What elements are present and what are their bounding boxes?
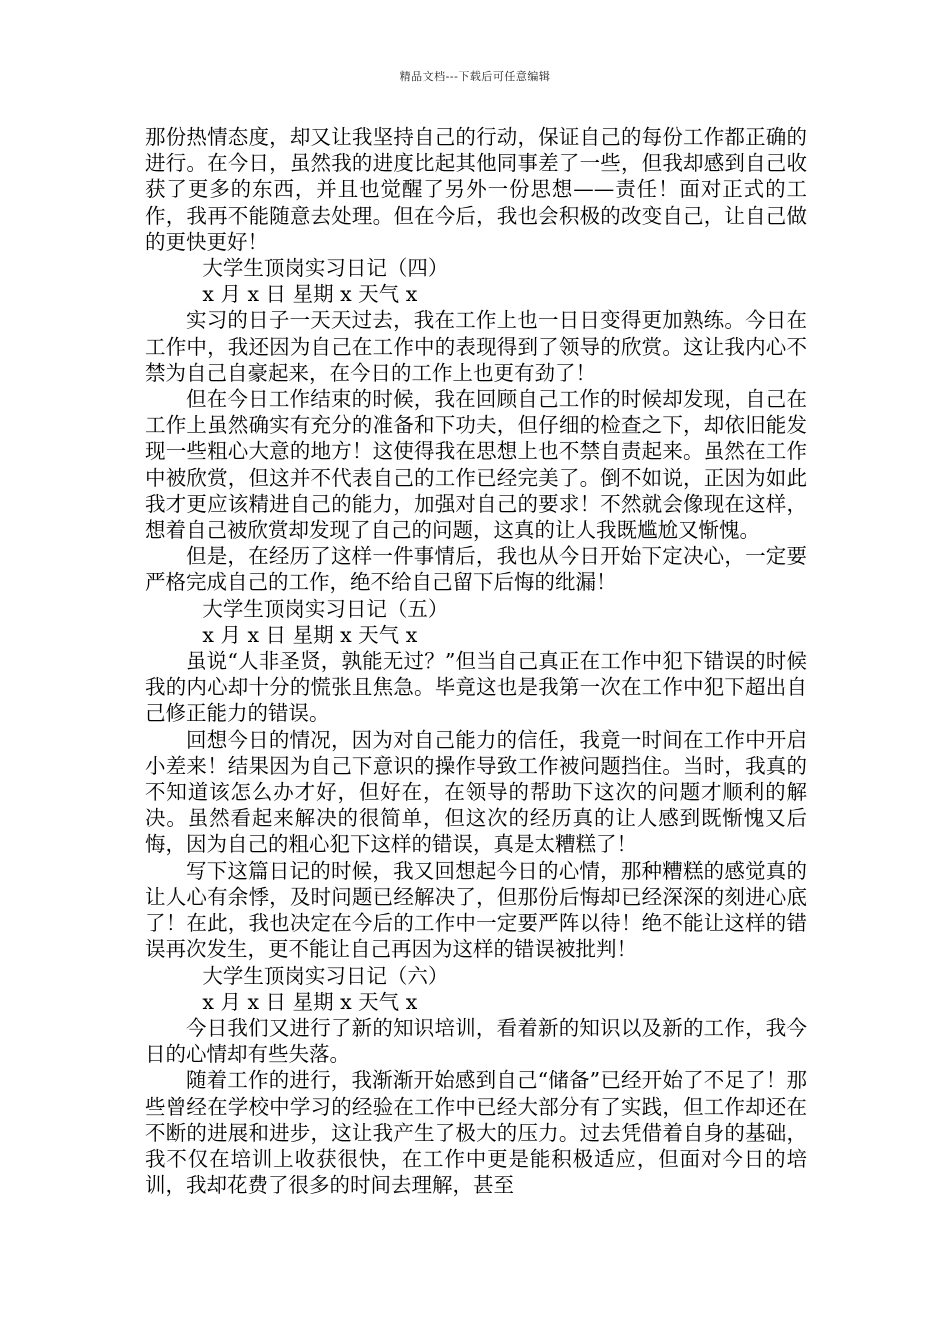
paragraph: 回想今日的情况，因为对自己能力的信任，我竟一时间在工作中开启小差来！结果因为自己下意识的操作导致工作被问题挡住。当时，我真的不知道该怎么办才好，但好在，在领导的帮助下这次的问题才顺利的解决。虽然看起来解决的很简单，但这次的经历真的让人感到既惭愧又后悔，因为自己的粗心犯下这样的错误，真是太糟糕了！ xyxy=(145,727,807,857)
diary-date-line: x 月 x 日 星期 x 天气 x xyxy=(202,989,418,1014)
paragraph: 那份热情态度，却又让我坚持自己的行动，保证自己的每份工作都正确的进行。在今日，虽然我的进度比起其他同事差了一些，但我却感到自己收获了更多的东西，并且也觉醒了另外一份思想——责任！面对正式的工作，我再不能随意去处理。但在今后，我也会积极的改变自己，让自己做的更快更好！ xyxy=(145,125,807,254)
document-body xyxy=(145,124,807,1198)
diary-date-line: x 月 x 日 星期 x 天气 x xyxy=(202,282,418,307)
page-header-note: 精品文档---下载后可任意编辑 xyxy=(399,70,551,83)
diary-title: 大学生顶岗实习日记（四） xyxy=(202,256,449,281)
diary-date-line: x 月 x 日 星期 x 天气 x xyxy=(202,622,418,647)
diary-title: 大学生顶岗实习日记（五） xyxy=(202,596,449,621)
diary-title: 大学生顶岗实习日记（六） xyxy=(202,963,449,988)
paragraph: 写下这篇日记的时候，我又回想起今日的心情，那种糟糕的感觉真的让人心有余悸，及时问题已经解决了，但那份后悔却已经深深的刻进心底了！在此，我也决定在今后的工作中一定要严阵以待！绝不能让这样的错误再次发生，更不能让自己再因为这样的错误被批判！ xyxy=(145,858,807,962)
paragraph: 实习的日子一天天过去，我在工作上也一日日变得更加熟练。今日在工作中，我还因为自己在工作中的表现得到了领导的欣赏。这让我内心不禁为自己自豪起来，在今日的工作上也更有劲了！ xyxy=(145,308,807,385)
paragraph: 今日我们又进行了新的知识培训，看着新的知识以及新的工作，我今日的心情却有些失落。 xyxy=(145,1015,807,1067)
paragraph: 但是，在经历了这样一件事情后，我也从今日开始下定决心，一定要严格完成自己的工作，绝不给自己留下后悔的纰漏！ xyxy=(145,544,807,595)
paragraph: 随着工作的进行，我渐渐开始感到自己“储备”已经开始了不足了！那些曾经在学校中学习的经验在工作中已经大部分有了实践，但工作却还在不断的进展和进步，这让我产生了极大的压力。过去凭借着自身的基础，我不仅在培训上收获很快，在工作中更是能积极适应，但面对今日的培训，我却花费了很多的时间去理解，甚至 xyxy=(145,1068,807,1198)
paragraph: 虽说“人非圣贤，孰能无过？”但当自己真正在工作中犯下错误的时候我的内心却十分的慌张且焦急。毕竟这也是我第一次在工作中犯下超出自己修正能力的错误。 xyxy=(145,649,807,726)
paragraph: 但在今日工作结束的时候，我在回顾自己工作的时候却发现，自己在工作上虽然确实有充分的准备和下功夫，但仔细的检查之下，却依旧能发现一些粗心大意的地方！这使得我在思想上也不禁自责起来。虽然在工作中被欣赏，但这并不代表自己的工作已经完美了。倒不如说，正因为如此我才更应该精进自己的能力，加强对自己的要求！不然就会像现在这样，想着自己被欣赏却发现了自己的问题，这真的让人我既尴尬又惭愧。 xyxy=(145,387,807,543)
